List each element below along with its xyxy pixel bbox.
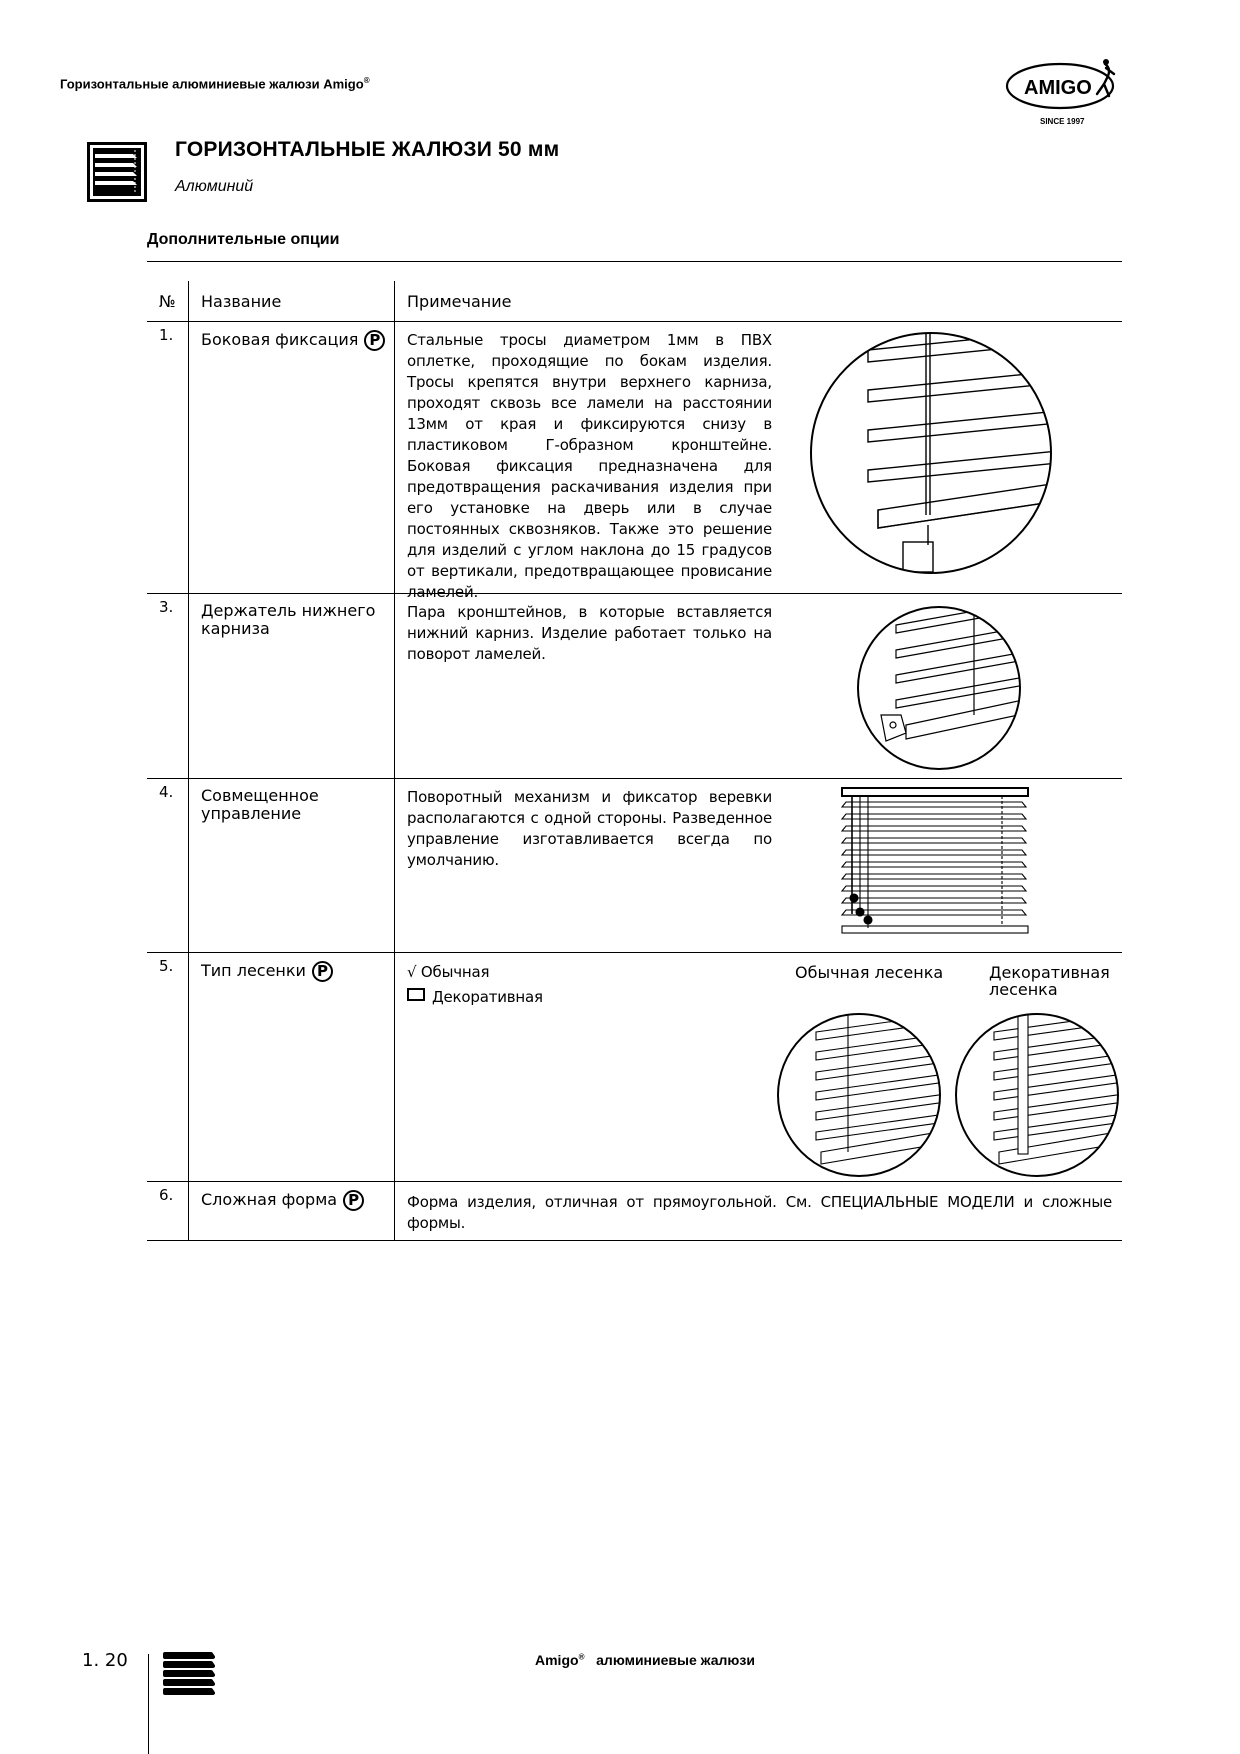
header-note: Примечание	[407, 292, 512, 311]
section-rule	[147, 261, 1122, 262]
side-fixation-illustration	[808, 330, 1054, 576]
row-note: Форма изделия, отличная от прямоугольной. См. СПЕЦИАЛЬНЫЕ МОДЕЛИ и сложные формы.	[407, 1193, 1112, 1232]
decorative-ladder-illustration	[954, 1012, 1120, 1178]
product-subtitle: Алюминий	[175, 178, 254, 195]
table-bottom-rule	[147, 1240, 1122, 1241]
amigo-logo	[1002, 58, 1126, 128]
ladder-option-checked: √ Обычная	[407, 963, 490, 981]
checkbox-icon	[407, 988, 425, 1001]
caption-regular-ladder: Обычная лесенка	[795, 963, 944, 982]
logo-brand-text: AMIGO	[1024, 77, 1092, 99]
combined-control-illustration	[840, 786, 1030, 938]
regular-ladder-illustration	[776, 1012, 942, 1178]
ladder-option-unchecked: Декоративная	[407, 987, 707, 1008]
header-name: Название	[201, 292, 282, 311]
row-rule	[147, 952, 1122, 953]
row-note: Пара кронштейнов, в которые вставляется нижний карниз. Изделие работает только на поворот ламелей.	[407, 603, 772, 663]
column-divider	[394, 281, 395, 1240]
row-number: 4.	[159, 783, 174, 801]
footer-text: Amigo® алюминиевые жалюзи	[535, 1652, 755, 1668]
row-name: Сложная форма P	[201, 1190, 401, 1211]
p-badge-icon: P	[312, 961, 333, 982]
row-number: 1.	[159, 326, 174, 344]
table-header-rule	[147, 321, 1122, 322]
row-note: Стальные тросы диаметром 1мм в ПВХ оплетке, проходящие по бокам изделия. Тросы крепятся внутри верхнего карниза, проходят сквозь все ламели на расстоянии 13мм от края и фиксируются снизу в пластиковом Г-образном кронштейне. Боковая фиксация предназначена для предотвращения раскачивания изделия при его установке на дверь или в случае постоянных сквозняков. Также это решение для изделий с углом наклона до 15 градусов от вертикали, предотвращающее провисание ламелей.	[407, 331, 772, 601]
caption-decorative-ladder: Декоративная лесенка	[989, 963, 1110, 999]
p-badge-icon: P	[343, 1190, 364, 1211]
document-header: Горизонтальные алюминиевые жалюзи Amigo®	[60, 76, 370, 92]
header-num: №	[159, 292, 176, 311]
row-name: Боковая фиксация P	[201, 330, 401, 351]
row-name: Тип лесенки P	[201, 961, 381, 982]
bottom-rail-holder-illustration	[856, 605, 1022, 771]
section-title: Дополнительные опции	[147, 231, 340, 248]
row-number: 6.	[159, 1186, 174, 1204]
row-note: Поворотный механизм и фиксатор веревки располагаются с одной стороны. Разведенное управление изготавливается всегда по умолчанию.	[407, 788, 772, 869]
row-number: 5.	[159, 957, 174, 975]
row-name: Совмещенное управление	[201, 786, 319, 823]
row-number: 3.	[159, 598, 174, 616]
row-rule	[147, 778, 1122, 779]
p-badge-icon: P	[364, 330, 385, 351]
row-rule	[147, 1181, 1122, 1182]
product-title: ГОРИЗОНТАЛЬНЫЕ ЖАЛЮЗИ 50 мм	[175, 138, 560, 161]
footer-divider	[148, 1654, 149, 1754]
page-number: 1. 20	[82, 1650, 128, 1671]
row-name: Держатель нижнего карниза	[201, 601, 376, 638]
column-divider	[188, 281, 189, 1240]
logo-since-text: SINCE 1997	[1040, 117, 1085, 126]
footer-blinds-icon	[163, 1652, 215, 1700]
blinds-icon	[87, 142, 147, 202]
